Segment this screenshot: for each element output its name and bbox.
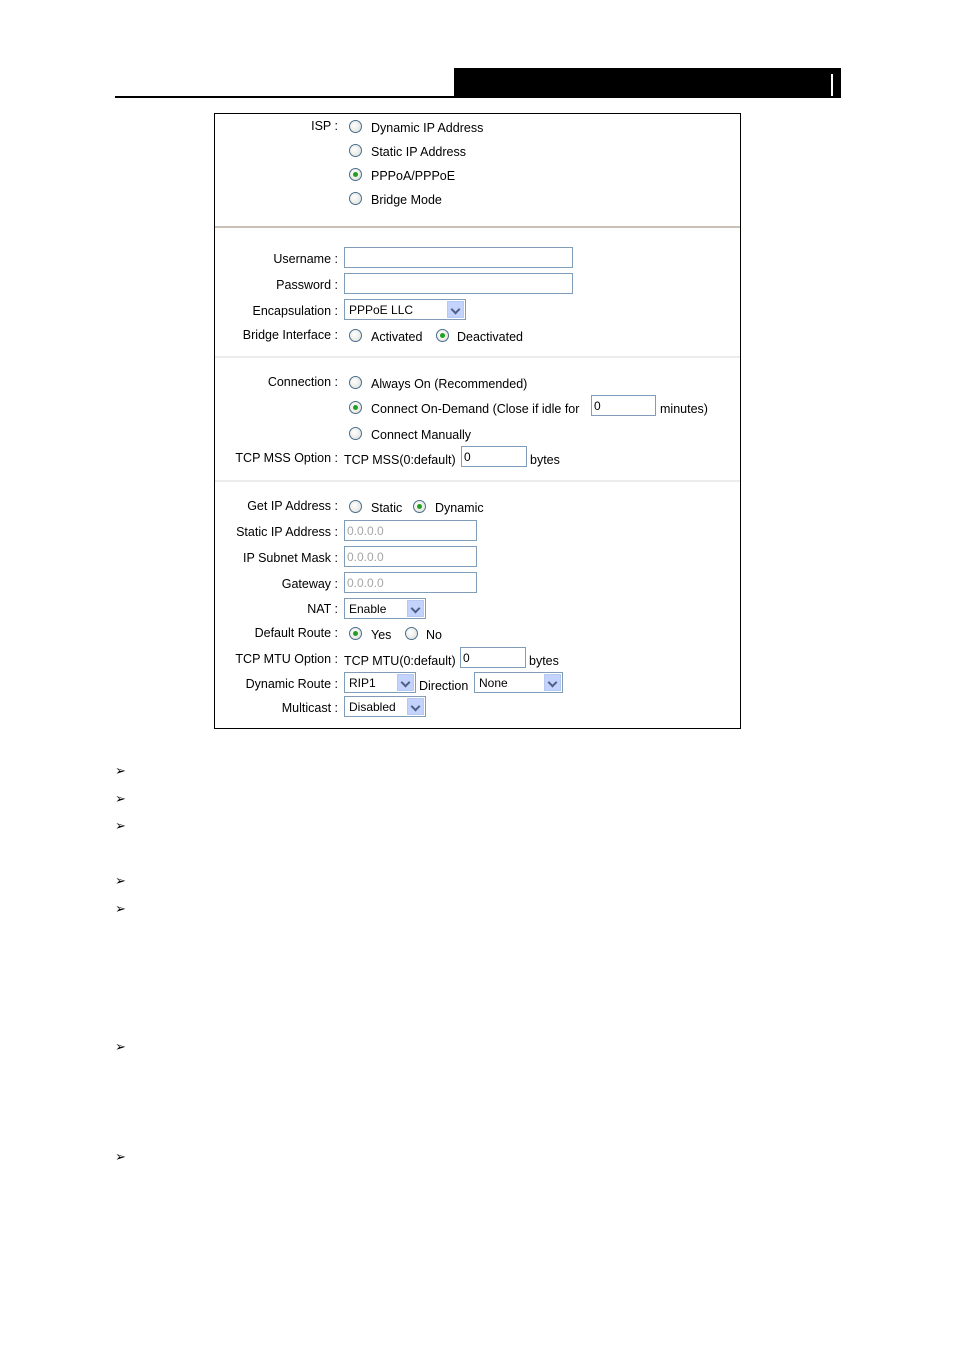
bullet-arrow-icon: ➢ <box>115 1149 126 1164</box>
multicast-value: Disabled <box>349 700 396 714</box>
chevron-down-icon <box>407 600 424 617</box>
isp-pppoe-label: PPPoA/PPPoE <box>371 169 456 183</box>
default-route-yes-label: Yes <box>371 628 392 642</box>
direction-label: Direction <box>419 679 469 693</box>
minutes-label: minutes) <box>660 402 708 416</box>
get-ip-dynamic-label: Dynamic <box>435 501 484 515</box>
chevron-down-icon <box>544 674 561 691</box>
default-route-no-label: No <box>426 628 442 642</box>
bullet-arrow-icon: ➢ <box>115 1039 126 1054</box>
chevron-down-icon <box>447 301 464 318</box>
direction-select[interactable] <box>474 672 563 693</box>
connection-on-demand-label: Connect On-Demand (Close if idle for <box>371 402 580 416</box>
bullet-arrow-icon: ➢ <box>115 763 126 778</box>
isp-static-radio[interactable] <box>349 144 362 157</box>
dynamic-route-label: Dynamic Route : <box>245 677 338 691</box>
dynamic-route-select[interactable] <box>344 672 416 693</box>
connection-manual-radio[interactable] <box>349 427 362 440</box>
password-input[interactable] <box>344 273 573 294</box>
bridge-activated-radio[interactable] <box>349 329 362 342</box>
multicast-label: Multicast : <box>281 701 338 715</box>
section-divider <box>215 480 740 482</box>
get-ip-static-label: Static <box>371 501 403 515</box>
static-ip-input[interactable] <box>344 520 477 541</box>
isp-label: ISP : <box>311 119 338 133</box>
idle-time-input[interactable] <box>591 395 656 416</box>
get-ip-static-radio[interactable] <box>349 500 362 513</box>
default-route-no-radio[interactable] <box>405 627 418 640</box>
header-bar-accent <box>831 74 833 96</box>
section-divider <box>215 356 740 358</box>
password-label: Password : <box>276 278 338 292</box>
direction-value: None <box>479 676 508 690</box>
nat-select[interactable] <box>344 598 426 619</box>
tcp-mss-input[interactable] <box>461 446 527 467</box>
multicast-select[interactable] <box>344 696 426 717</box>
section-divider <box>215 226 740 228</box>
tcp-mtu-text: TCP MTU(0:default) <box>344 654 456 668</box>
nat-value: Enable <box>349 602 387 616</box>
connection-always-on-radio[interactable] <box>349 376 362 389</box>
static-ip-label: Static IP Address : <box>236 525 338 539</box>
header-bar <box>454 68 841 98</box>
connection-on-demand-radio[interactable] <box>349 401 362 414</box>
tcp-mss-text: TCP MSS(0:default) <box>344 453 456 467</box>
bullet-arrow-icon: ➢ <box>115 901 126 916</box>
encapsulation-label: Encapsulation : <box>252 304 338 318</box>
isp-static-label: Static IP Address <box>371 145 466 159</box>
default-route-yes-radio[interactable] <box>349 627 362 640</box>
bridge-deactivated-radio[interactable] <box>436 329 449 342</box>
encapsulation-value: PPPoE LLC <box>349 303 414 317</box>
connection-always-on-label: Always On (Recommended) <box>371 377 528 391</box>
bridge-activated-label: Activated <box>371 330 423 344</box>
gateway-label: Gateway : <box>281 577 338 591</box>
bridge-deactivated-label: Deactivated <box>457 330 524 344</box>
bridge-interface-label: Bridge Interface : <box>242 328 338 342</box>
subnet-mask-input[interactable] <box>344 546 477 567</box>
connection-manual-label: Connect Manually <box>371 428 472 442</box>
bullet-arrow-icon: ➢ <box>115 818 126 833</box>
tcp-mss-label: TCP MSS Option : <box>235 451 338 465</box>
isp-bridge-label: Bridge Mode <box>371 193 442 207</box>
connection-label: Connection : <box>267 375 338 389</box>
dynamic-route-value: RIP1 <box>349 676 376 690</box>
username-input[interactable] <box>344 247 573 268</box>
isp-pppoe-radio[interactable] <box>349 168 362 181</box>
chevron-down-icon <box>397 674 414 691</box>
isp-bridge-radio[interactable] <box>349 192 362 205</box>
get-ip-label: Get IP Address : <box>247 499 338 513</box>
bullet-arrow-icon: ➢ <box>115 873 126 888</box>
wan-settings-panel <box>214 113 741 729</box>
tcp-mtu-input[interactable] <box>460 647 526 668</box>
tcp-mtu-label: TCP MTU Option : <box>235 652 338 666</box>
isp-dynamic-radio[interactable] <box>349 120 362 133</box>
bullet-arrow-icon: ➢ <box>115 791 126 806</box>
tcp-mtu-unit: bytes <box>529 654 559 668</box>
tcp-mss-unit: bytes <box>530 453 560 467</box>
encapsulation-select[interactable] <box>344 299 466 320</box>
username-label: Username : <box>273 252 338 266</box>
subnet-mask-label: IP Subnet Mask : <box>243 551 338 565</box>
chevron-down-icon <box>407 698 424 715</box>
get-ip-dynamic-radio[interactable] <box>413 500 426 513</box>
nat-label: NAT : <box>307 602 338 616</box>
isp-dynamic-label: Dynamic IP Address <box>371 121 484 135</box>
gateway-input[interactable] <box>344 572 477 593</box>
default-route-label: Default Route : <box>254 626 338 640</box>
